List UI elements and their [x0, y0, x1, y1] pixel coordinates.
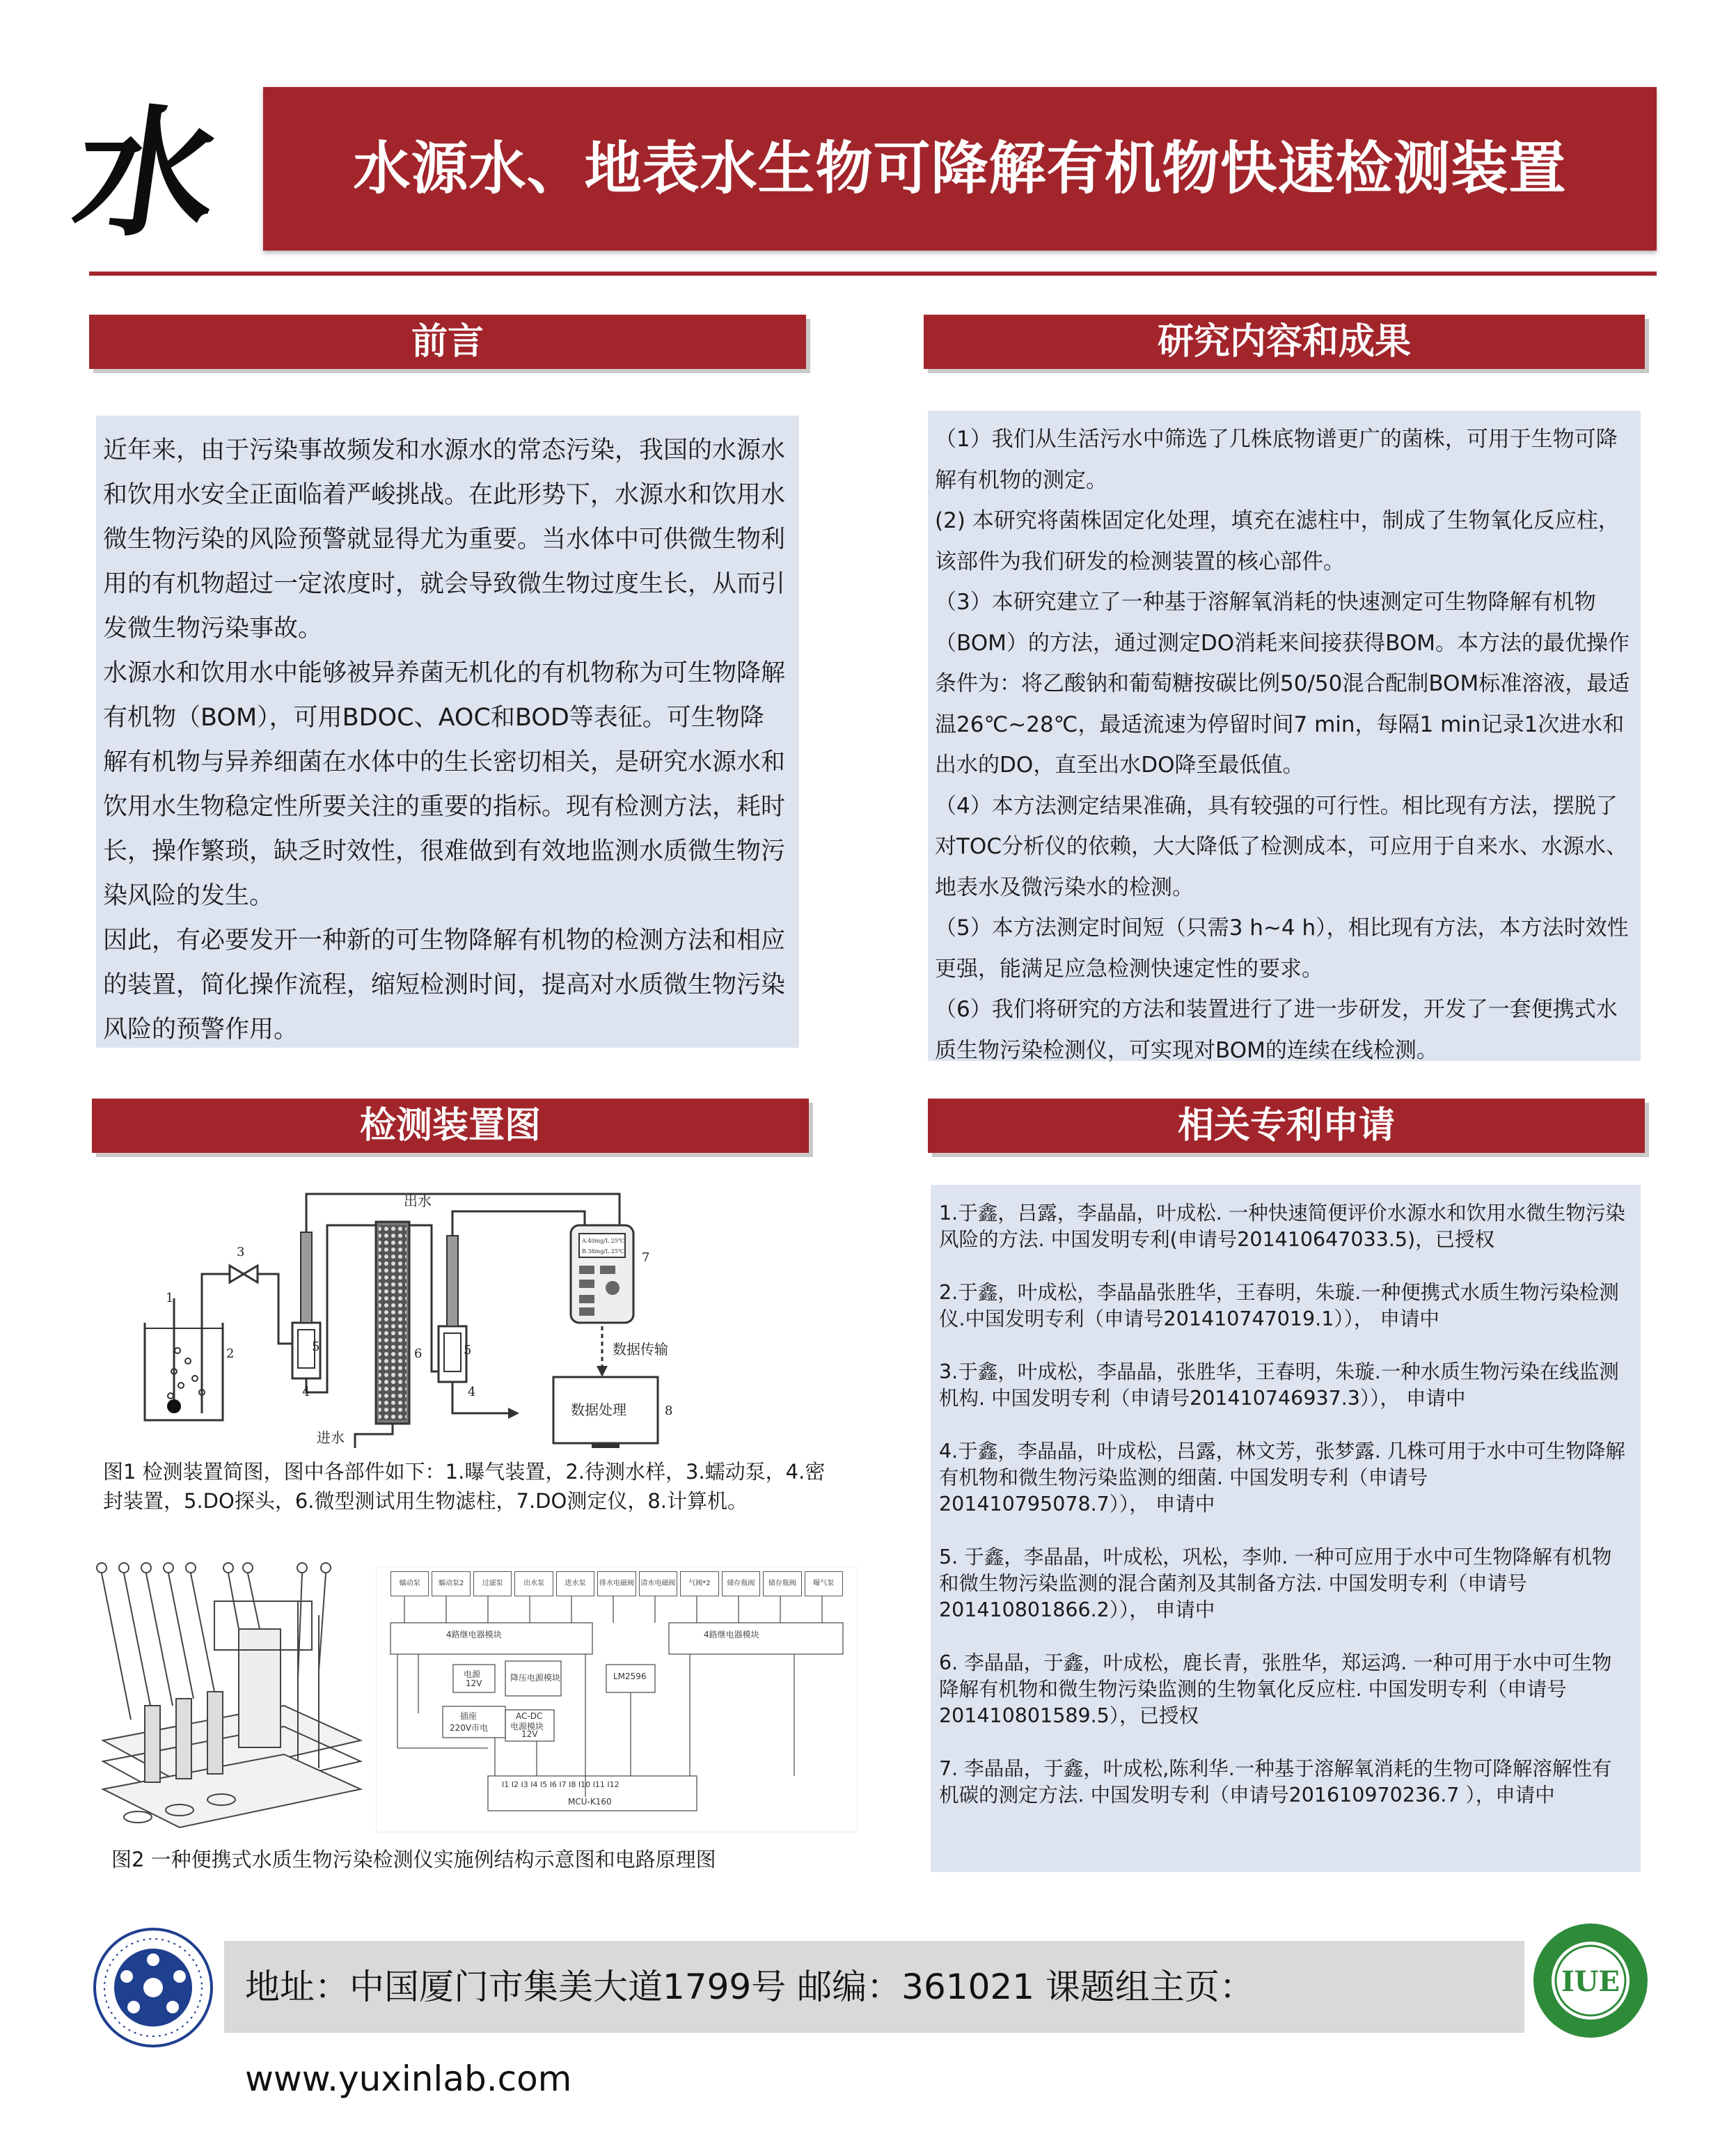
figure-2-device-sketch: [89, 1559, 381, 1831]
lm2596-label: LM2596: [613, 1672, 647, 1681]
module-box: 排水电磁阀: [597, 1571, 636, 1596]
label-5a: 5: [312, 1339, 320, 1354]
relay-module-right: 4路继电器模块: [704, 1630, 759, 1639]
power-volt: 12V: [466, 1678, 482, 1688]
module-box: 出水泵: [514, 1571, 553, 1596]
meter-screen-line: B.38mg/L 25℃: [582, 1248, 624, 1255]
figure-1-caption: 图1 检测装置简图，图中各部件如下：1.曝气装置，2.待测水样，3.蠕动泵，4.密封装置，5.DO探头，6.微型测试用生物滤柱，7.DO测定仪，8.计算机。: [103, 1460, 826, 1513]
title-divider: [89, 272, 1657, 276]
result-item: (2) 本研究将菌株固定化处理，填充在滤柱中，制成了生物氧化反应柱，该部件为我们研发的检测装置的核心部件。: [935, 508, 1620, 574]
label-inlet: 进水: [317, 1429, 345, 1446]
acdc-module: 电源模块: [510, 1722, 544, 1731]
relay-module-left: 4路继电器模块: [446, 1630, 502, 1639]
socket-volt: 220V市电: [450, 1723, 489, 1733]
do-probe-a: [301, 1232, 312, 1323]
figure-2-caption: 图2 一种便携式水质生物污染检测仪实施例结构示意图和电路原理图: [111, 1848, 716, 1871]
label-1: 1: [166, 1291, 174, 1305]
stepdown-label: 降压电源模块: [510, 1673, 561, 1683]
section-header-intro: 前言: [89, 315, 806, 369]
meter-screen-line: A.40mg/L 25℃: [582, 1238, 624, 1244]
result-item: （6）我们将研究的方法和装置进行了进一步研发，开发了一套便携式水质生物污染检测仪，可实现对BOM的连续在线检测。: [935, 997, 1618, 1063]
patent-item: 3.于鑫，叶成松，李晶晶，张胜华，王春明，朱璇.一种水质生物污染在线监测机构. 中国发明专利（申请号201410746937.3））， 申请中: [939, 1360, 1619, 1410]
module-box: 蠕动泵2: [432, 1571, 470, 1596]
result-item: （3）本研究建立了一种基于溶解氧消耗的快速测定可生物降解有机物（BOM）的方法，通过测定DO消耗来间接获得BOM。本方法的最优操作条件为：将乙酸钠和葡萄糖按碳比例50/50混合配制BOM标准溶液，最适温26℃~28℃，最适流速为停留时间7 min，每隔1 min记录1次进水和出水的DO，直至出水DO降至最低值。: [935, 590, 1630, 778]
intro-paragraph: 水源水和饮用水中能够被异养菌无机化的有机物称为可生物降解有机物（BOM），可用BDOC、AOC和BOD等表征。可生物降解有机物与异养细菌在水体中的生长密切相关，是研究水源水和饮用水生物稳定性所要关注的重要的指标。现有检测方法，耗时长，操作繁琐，缺乏时效性，很难做到有效地监测水质微生物污染风险的发生。: [103, 659, 786, 910]
section-header-device: 检测装置图: [92, 1099, 809, 1153]
label-data-processing: 数据处理: [571, 1401, 626, 1418]
patent-item: 1.于鑫，吕露，李晶晶，叶成松. 一种快速简便评价水源水和饮用水微生物污染风险的方法. 中国发明专利(申请号201410647033.5)，已授权: [939, 1202, 1625, 1251]
module-box: 曝气泵: [805, 1571, 843, 1596]
module-box: 气阀*2: [680, 1571, 718, 1596]
do-probe-b: [447, 1236, 458, 1326]
mcu-pins: I1 I2 I3 I4 I5 I6 I7 I8 I10 I11 I12: [502, 1780, 620, 1789]
module-box: 过滤泵: [473, 1571, 512, 1596]
cas-logo: [90, 1925, 216, 2050]
intro-paragraph: 因此，有必要发开一种新的可生物降解有机物的检测方法和相应的装置，简化操作流程，缩短检测时间，提高对水质微生物污染风险的预警作用。: [103, 927, 786, 1044]
results-box: [928, 411, 1641, 1061]
result-item: （1）我们从生活污水中筛选了几株底物谱更广的菌株，可用于生物可降解有机物的测定。: [935, 427, 1618, 493]
module-box: 储存瓶阀: [763, 1571, 801, 1596]
label-8: 8: [665, 1403, 673, 1418]
intro-paragraph: 近年来，由于污染事故频发和水源水的常态污染，我国的水源水和饮用水安全正面临着严峻挑战。在此形势下，水源水和饮用水微生物污染的风险预警就显得尤为重要。当水体中可供微生物利用的有机物超过一定浓度时，就会导致微生物过度生长，从而引发微生物污染事故。: [103, 437, 786, 643]
iue-logo: [1531, 1921, 1650, 2040]
module-box: 进水泵: [556, 1571, 594, 1596]
module-box: 储存瓶阀: [722, 1571, 760, 1596]
label-5b: 5: [464, 1343, 472, 1358]
label-7: 7: [642, 1250, 650, 1265]
sample-beaker: [145, 1323, 223, 1420]
patent-item: 6. 李晶晶，于鑫，叶成松，鹿长青，张胜华，郑运鸿. 一种可用于水中可生物降解有机物和微生物污染监测的生物氧化反应柱. 中国发明专利（申请号201410801589.5），已授权: [939, 1651, 1612, 1727]
label-2: 2: [226, 1346, 235, 1361]
figure-2-circuit: [376, 1566, 858, 1832]
mcu-name: MCU-K160: [568, 1797, 612, 1807]
iue-logo-text: IUE: [1561, 1965, 1620, 1998]
label-4a: 4: [302, 1385, 310, 1399]
socket-label: 插座: [460, 1711, 478, 1721]
footer-address: 地址：中国厦门市集美大道1799号 邮编：361021 课题组主页：www.yuxinlab.com: [245, 1967, 1254, 2099]
power-label: 电源: [464, 1669, 481, 1679]
figure-1-schematic: [132, 1184, 856, 1448]
logo-calligraphy: 水: [65, 92, 228, 255]
patent-item: 4.于鑫，李晶晶，叶成松，吕露，林文芳，张梦露. 几株可用于水中可生物降解有机物和微生物污染监测的细菌. 中国发明专利（申请号201410795078.7））， 申请中: [939, 1440, 1625, 1516]
label-data-transfer: 数据传输: [613, 1341, 668, 1358]
acdc-label: AC-DC: [516, 1711, 543, 1721]
result-item: （4）本方法测定结果准确，具有较强的可行性。相比现有方法，摆脱了对TOC分析仪的依赖，大大降低了检测成本，可应用于自来水、水源水、地表水及微污染水的检测。: [935, 793, 1627, 900]
pump-valve-icon: [230, 1266, 244, 1282]
acdc-volt: 12V: [521, 1729, 538, 1739]
seal-device-b: [439, 1326, 466, 1382]
page-title: 水源水、地表水生物可降解有机物快速检测装置: [353, 136, 1567, 202]
label-4b: 4: [468, 1385, 476, 1399]
patent-item: 5. 于鑫，李晶晶，叶成松，巩松，李帅. 一种可应用于水中可生物降解有机物和微生物污染监测的混合菌剂及其制备方法. 中国发明专利（申请号201410801866.2））， 申请中: [939, 1546, 1612, 1621]
intro-box: [96, 416, 799, 1048]
aerator-stone: [167, 1399, 181, 1413]
label-6: 6: [414, 1346, 423, 1361]
patents-box: [931, 1185, 1641, 1872]
module-box: 蠕动泵: [390, 1571, 429, 1596]
label-3: 3: [237, 1245, 245, 1259]
patent-item: 7. 李晶晶，于鑫，叶成松,陈利华.一种基于溶解氧消耗的生物可降解溶解性有机碳的测定方法. 中国发明专利（申请号201610970236.7 ），申请中: [939, 1757, 1612, 1807]
section-header-results: 研究内容和成果: [924, 315, 1645, 369]
section-header-patents: 相关专利申请: [928, 1099, 1645, 1153]
module-box: 清水电磁阀: [639, 1571, 677, 1596]
patent-item: 2.于鑫，叶成松，李晶晶张胜华，王春明，朱璇.一种便携式水质生物污染检测仪.中国发明专利（申请号201410747019.1））， 申请中: [939, 1281, 1619, 1330]
result-item: （5）本方法测定时间短（只需3 h~4 h），相比现有方法，本方法时效性更强，能满足应急检测快速定性的要求。: [935, 915, 1629, 982]
label-outlet: 出水: [404, 1193, 432, 1209]
